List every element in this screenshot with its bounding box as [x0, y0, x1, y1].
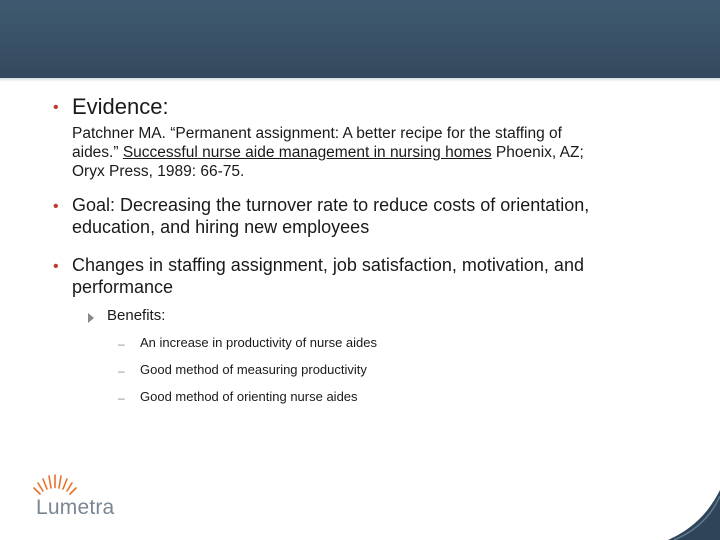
bullet-changes: • — [53, 258, 59, 275]
benefits-heading: Benefits: — [107, 307, 166, 324]
bullet-evidence: • — [53, 99, 59, 116]
evidence-heading: Evidence: — [72, 94, 169, 119]
lumetra-logo-text: Lumetra — [36, 496, 115, 519]
goal-line-2: education, and hiring new employees — [72, 217, 370, 237]
corner-decoration — [660, 490, 720, 540]
citation-book-title: Successful nurse aide management in nursing homes — [122, 144, 492, 161]
dash-bullet-2: – — [118, 364, 125, 378]
dash-bullet-3: – — [118, 391, 125, 405]
goal-line-1: Goal: Decreasing the turnover rate to reduce costs of orientation, — [72, 195, 590, 215]
citation-line-3: Oryx Press, 1989: 66-75. — [72, 163, 245, 180]
changes-line-1: Changes in staffing assignment, job satisfaction, motivation, and — [72, 255, 584, 275]
citation-line-2-post: Phoenix, AZ; — [491, 144, 584, 161]
evidence-citation — [72, 124, 672, 181]
citation-line-1: Patchner MA. “Permanent assignment: A better recipe for the staffing of — [72, 125, 562, 142]
citation-line-2 — [72, 143, 672, 162]
changes-line-2: performance — [72, 277, 174, 297]
benefit-item-3: Good method of orienting nurse aides — [140, 389, 358, 404]
dash-bullet-1: – — [118, 337, 125, 351]
bullet-goal: • — [53, 198, 59, 215]
arrow-bullet-icon — [88, 313, 94, 323]
benefit-item-1: An increase in productivity of nurse aides — [140, 335, 378, 350]
benefit-item-2: Good method of measuring productivity — [140, 362, 367, 377]
citation-line-2-pre: aides.” — [72, 144, 123, 161]
